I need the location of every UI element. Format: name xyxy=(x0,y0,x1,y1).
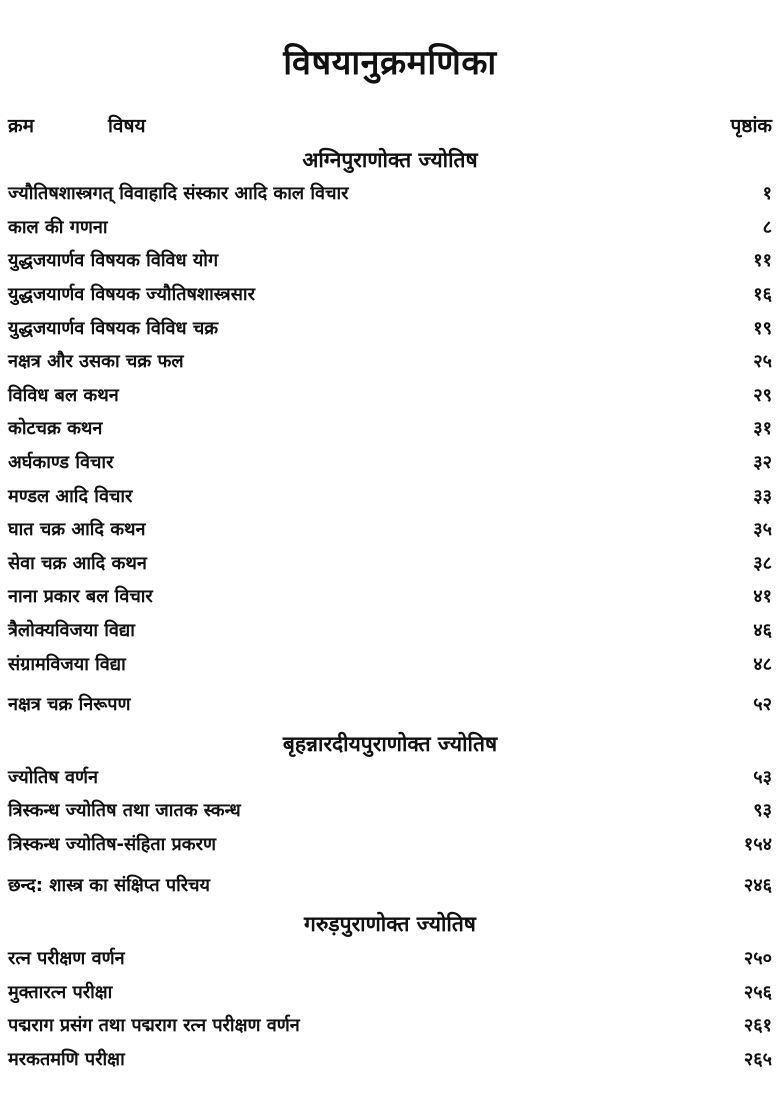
entry-topic: त्रिस्कन्ध ज्योतिष तथा जातक स्कन्ध xyxy=(8,800,241,821)
toc-entry[interactable] xyxy=(8,618,772,648)
toc-entry[interactable] xyxy=(8,248,772,278)
toc-entry[interactable] xyxy=(8,980,772,1010)
entry-page: ५३ xyxy=(753,767,772,788)
entry-page: २५ xyxy=(753,351,772,372)
page-title: विषयानुक्रमणिका xyxy=(283,43,497,83)
toc-entry[interactable] xyxy=(8,1013,772,1043)
entry-topic: ज्योतिष वर्णन xyxy=(8,767,99,788)
entry-page: ९३ xyxy=(753,800,772,821)
entry-page: १६ xyxy=(753,284,772,305)
toc-entry[interactable] xyxy=(8,450,772,480)
entry-topic: नक्षत्र चक्र निरूपण xyxy=(8,694,131,715)
entry-page: २९ xyxy=(753,385,772,406)
entry-topic: कोटचक्र कथन xyxy=(8,418,103,439)
toc-entry[interactable] xyxy=(8,517,772,547)
entry-page: ३५ xyxy=(753,519,772,540)
entry-topic: घात चक्र आदि कथन xyxy=(8,519,146,540)
entry-page: २४६ xyxy=(743,875,772,896)
entry-topic: छन्द: शास्त्र का संक्षिप्त परिचय xyxy=(8,875,210,896)
toc-entry[interactable] xyxy=(8,652,772,682)
entry-topic: नाना प्रकार बल विचार xyxy=(8,586,153,607)
entry-topic: ज्यौतिषशास्त्रगत् विवाहादि संस्कार आदि काल विचार xyxy=(8,183,349,204)
entry-topic: मण्डल आदि विचार xyxy=(8,486,133,507)
toc-entry[interactable] xyxy=(8,798,772,828)
toc-entry[interactable] xyxy=(8,946,772,976)
entry-topic: मुक्तारत्न परीक्षा xyxy=(8,982,113,1003)
entry-topic: सेवा चक्र आदि कथन xyxy=(8,553,147,574)
entry-page: २६५ xyxy=(743,1049,772,1070)
toc-entry[interactable] xyxy=(8,181,772,211)
entry-page: ५२ xyxy=(753,694,772,715)
toc-entry[interactable] xyxy=(8,765,772,795)
column-header-page: पृष्ठांक xyxy=(730,115,772,137)
entry-page: १९ xyxy=(753,318,772,339)
toc-entry[interactable] xyxy=(8,316,772,346)
entry-topic: रत्न परीक्षण वर्णन xyxy=(8,948,125,969)
toc-entry[interactable] xyxy=(8,349,772,379)
entry-page: ४६ xyxy=(753,620,772,641)
toc-entry[interactable] xyxy=(8,584,772,614)
toc-entry[interactable] xyxy=(8,1047,772,1077)
toc-entry[interactable] xyxy=(8,416,772,446)
entry-page: २५० xyxy=(743,948,772,969)
entry-page: ३१ xyxy=(753,418,772,439)
toc-entry[interactable] xyxy=(8,551,772,581)
entry-topic: त्रैलोक्यविजया विद्या xyxy=(8,620,135,641)
entry-topic: पद्मराग प्रसंग तथा पद्मराग रत्न परीक्षण वर्णन xyxy=(8,1015,300,1036)
toc-entry[interactable] xyxy=(8,832,772,862)
entry-page: ३२ xyxy=(753,452,772,473)
entry-topic: काल की गणना xyxy=(8,217,108,238)
column-header-kram: क्रम xyxy=(8,115,34,137)
entry-topic: मरकतमणि परीक्षा xyxy=(8,1049,125,1070)
section-heading-garuda: गरुड़पुराणोक्त ज्योतिष xyxy=(304,912,476,936)
entry-page: ४८ xyxy=(753,654,772,675)
entry-topic: विविध बल कथन xyxy=(8,385,119,406)
entry-topic: नक्षत्र और उसका चक्र फल xyxy=(8,351,184,372)
entry-page: ८ xyxy=(762,217,772,238)
entry-topic: संग्रामविजया विद्या xyxy=(8,654,126,675)
toc-entry[interactable] xyxy=(8,873,772,903)
toc-entry[interactable] xyxy=(8,484,772,514)
entry-page: ४१ xyxy=(753,586,772,607)
section-heading-brihannaradiya: बृहन्नारदीयपुराणोक्त ज्योतिष xyxy=(282,732,498,756)
section-heading-agni: अग्निपुराणोक्त ज्योतिष xyxy=(302,148,478,172)
entry-topic: युद्धजयार्णव विषयक विविध योग xyxy=(8,250,219,271)
toc-entry[interactable] xyxy=(8,383,772,413)
toc-entry[interactable] xyxy=(8,692,772,722)
entry-page: ३८ xyxy=(753,553,772,574)
entry-page: ३३ xyxy=(753,486,772,507)
entry-topic: युद्धजयार्णव विषयक विविध चक्र xyxy=(8,318,219,339)
entry-topic: युद्धजयार्णव विषयक ज्यौतिषशास्त्रसार xyxy=(8,284,255,305)
entry-page: १ xyxy=(762,183,772,204)
entry-topic: त्रिस्कन्ध ज्योतिष-संहिता प्रकरण xyxy=(8,834,216,855)
entry-page: २६१ xyxy=(743,1015,772,1036)
entry-page: ११ xyxy=(753,250,772,271)
toc-entry[interactable] xyxy=(8,215,772,245)
toc-entry[interactable] xyxy=(8,282,772,312)
entry-page: २५६ xyxy=(743,982,772,1003)
column-header-vishay: विषय xyxy=(108,115,146,137)
entry-topic: अर्घकाण्ड विचार xyxy=(8,452,114,473)
entry-page: १५४ xyxy=(743,834,772,855)
